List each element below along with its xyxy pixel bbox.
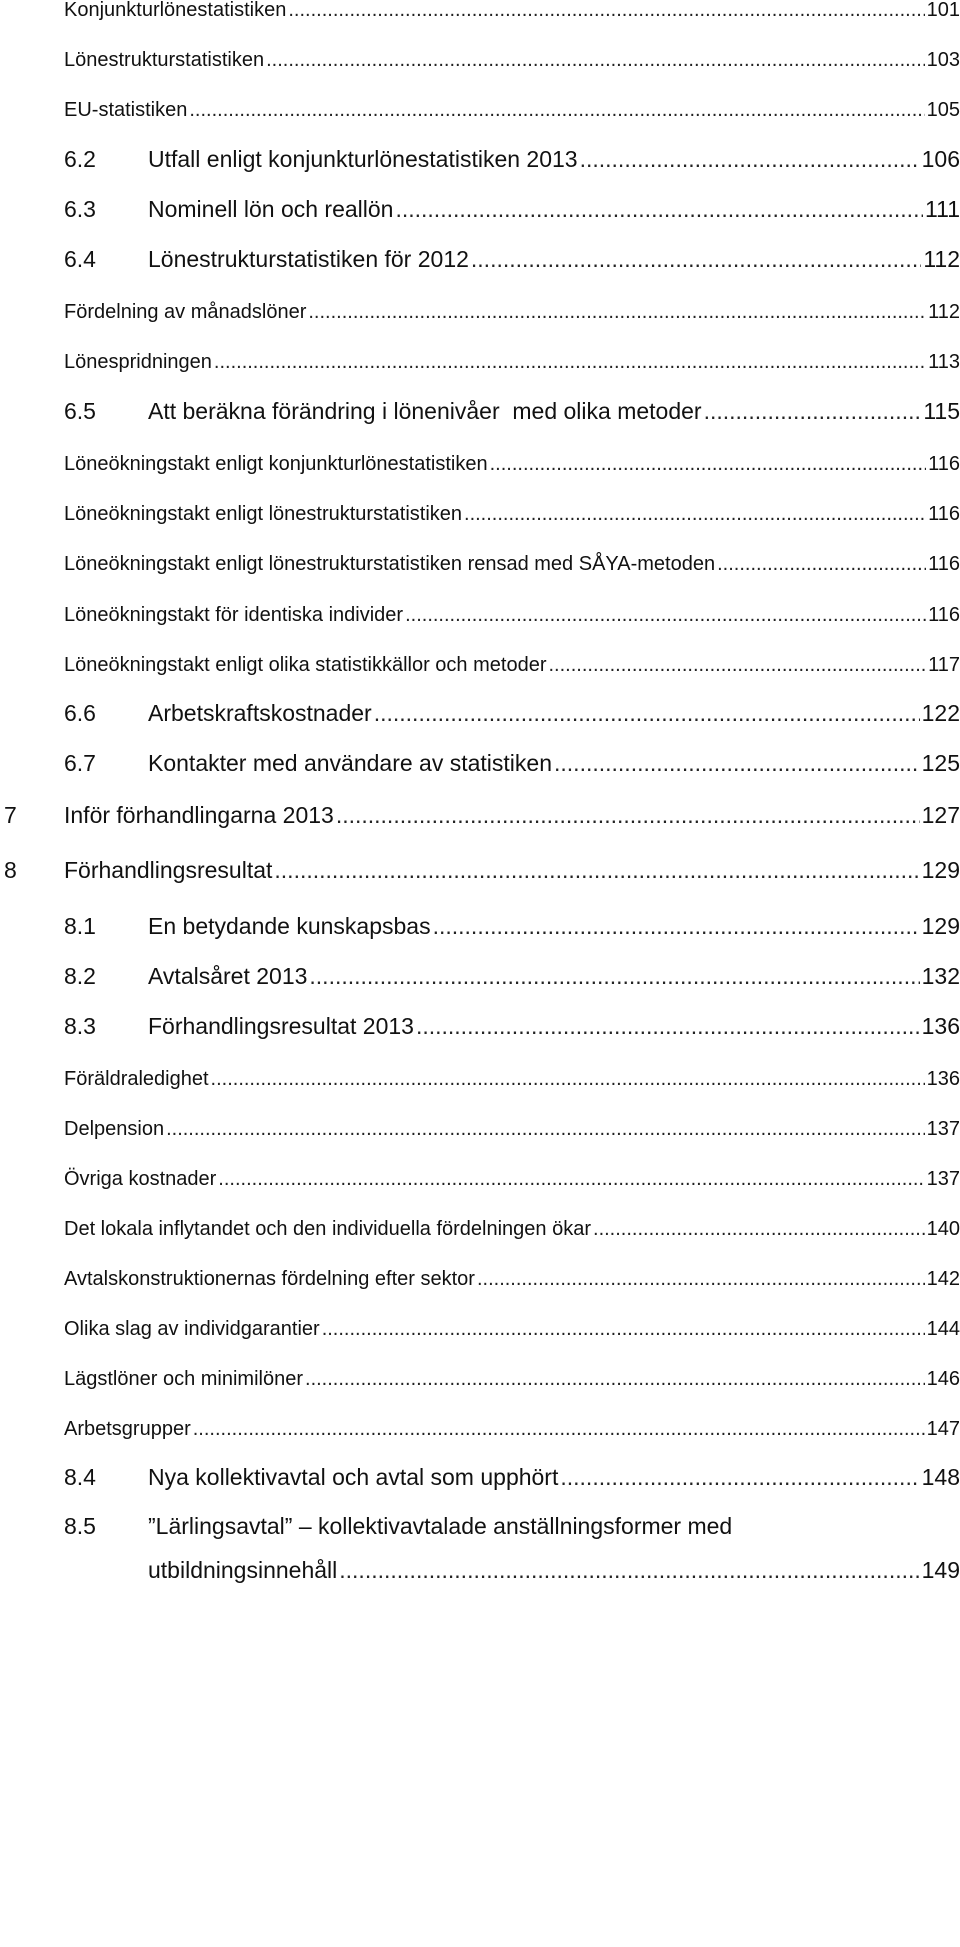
toc-page-number: 113 [928, 351, 960, 373]
dot-leader [548, 654, 926, 677]
toc-page-number: 147 [926, 1418, 960, 1440]
dot-leader [189, 99, 924, 122]
dot-leader [309, 963, 919, 990]
toc-entry-multiline[interactable] [64, 1510, 960, 1584]
toc-title: Avtalskonstruktionernas fördelning efter sektor [64, 1268, 475, 1290]
toc-entry[interactable] [64, 0, 960, 22]
toc-page-number: 106 [921, 146, 960, 172]
toc-page-number: 136 [921, 1013, 960, 1039]
toc-number: 8.3 [64, 1013, 96, 1039]
toc-page-number: 116 [928, 604, 960, 626]
toc-page-number: 144 [926, 1318, 960, 1340]
toc-page-number: 116 [928, 453, 960, 475]
toc-page-number: 146 [926, 1368, 960, 1390]
toc-entry[interactable] [64, 1213, 960, 1241]
dot-leader [717, 553, 926, 576]
toc-page-number: 137 [926, 1118, 960, 1140]
toc-entry[interactable] [64, 143, 960, 173]
toc-title: Konjunkturlönestatistiken [64, 0, 287, 21]
toc-number: 6.5 [64, 398, 96, 424]
dot-leader [704, 398, 922, 425]
toc-title: Kontakter med användare av statistiken [148, 750, 553, 776]
toc-title: Löneökningstakt enligt lönestrukturstatistiken rensad med SÅYA-metoden [64, 553, 716, 575]
dot-leader [471, 246, 921, 273]
dot-leader [580, 146, 920, 173]
toc-title: Nya kollektivavtal och avtal som upphört [148, 1464, 559, 1490]
dot-leader [211, 1068, 925, 1091]
toc-title: Lönestrukturstatistiken för 2012 [148, 246, 469, 272]
toc-page-number: 101 [926, 0, 960, 21]
toc-title: Delpension [64, 1118, 165, 1140]
toc-entry[interactable] [64, 1461, 960, 1491]
toc-number: 7 [4, 802, 17, 828]
toc-entry[interactable] [64, 1263, 960, 1291]
toc-title: Löneökningstakt för identiska individer [64, 604, 404, 626]
toc-title: Olika slag av individgarantier [64, 1318, 320, 1340]
toc-page-number: 117 [928, 654, 960, 676]
toc-entry[interactable] [64, 910, 960, 940]
toc-entry[interactable] [64, 44, 960, 72]
toc-title: Löneökningstakt enligt olika statistikkällor och metoder [64, 654, 547, 676]
toc-entry[interactable] [64, 498, 960, 526]
toc-title: ”Lärlingsavtal” – kollektivavtalade anställningsformer med [148, 1513, 733, 1539]
toc-title: Det lokala inflytandet och den individuella fördelningen ökar [64, 1218, 592, 1240]
dot-leader [593, 1218, 925, 1241]
toc-page-number: 125 [921, 750, 960, 776]
toc-number: 6.7 [64, 750, 96, 776]
toc-title: Förhandlingsresultat [64, 857, 273, 883]
toc-number: 6.6 [64, 700, 96, 726]
dot-leader [193, 1418, 925, 1441]
toc-page-number: 116 [928, 553, 960, 575]
toc-entry[interactable] [64, 1010, 960, 1040]
toc-entry[interactable] [64, 94, 960, 122]
dot-leader [274, 857, 919, 884]
toc-entry[interactable] [64, 1413, 960, 1441]
toc-title: Utfall enligt konjunkturlönestatistiken 2013 [148, 146, 578, 172]
dot-leader [477, 1268, 925, 1291]
dot-leader [374, 700, 920, 727]
toc-entry[interactable] [64, 1163, 960, 1191]
toc-entry[interactable] [4, 854, 960, 884]
toc-entry[interactable] [64, 960, 960, 990]
toc-number: 8.1 [64, 913, 96, 939]
toc-title: Att beräkna förändring i lönenivåer med olika metoder [148, 398, 702, 424]
dot-leader [218, 1168, 924, 1191]
toc-title: EU-statistiken [64, 99, 188, 121]
dot-leader [339, 1557, 919, 1584]
toc-title: Förhandlingsresultat 2013 [148, 1013, 414, 1039]
dot-leader [166, 1118, 925, 1141]
toc-entry[interactable] [64, 243, 960, 273]
dot-leader [490, 453, 927, 476]
toc-page-number: 103 [926, 49, 960, 71]
toc-entry[interactable] [64, 599, 960, 627]
toc-title: Övriga kostnader [64, 1168, 217, 1190]
toc-title: Lägstlöner och minimilöner [64, 1368, 304, 1390]
dot-leader [395, 196, 923, 223]
toc-page-number: 137 [926, 1168, 960, 1190]
toc-entry[interactable] [64, 1313, 960, 1341]
toc-number: 8.5 [64, 1513, 96, 1539]
toc-page-number: 129 [921, 913, 960, 939]
dot-leader [322, 1318, 925, 1341]
toc-entry[interactable] [64, 548, 960, 576]
toc-entry[interactable] [64, 649, 960, 677]
toc-title: Lönestrukturstatistiken [64, 49, 265, 71]
dot-leader [308, 301, 926, 324]
toc-page-number: 115 [923, 398, 960, 424]
dot-leader [405, 604, 926, 627]
toc-title-continued: utbildningsinnehåll [148, 1557, 338, 1583]
toc-entry[interactable] [64, 193, 960, 223]
toc-entry[interactable] [64, 1063, 960, 1091]
toc-page-number: 142 [926, 1268, 960, 1290]
toc-number: 8 [4, 857, 17, 883]
dot-leader [266, 49, 925, 72]
toc-page-number: 132 [921, 963, 960, 989]
toc-title: En betydande kunskapsbas [148, 913, 431, 939]
toc-number: 6.2 [64, 146, 96, 172]
toc-entry[interactable] [64, 448, 960, 476]
toc-title: Arbetskraftskostnader [148, 700, 372, 726]
toc-entry[interactable] [64, 1363, 960, 1391]
toc-title: Föräldraledighet [64, 1068, 209, 1090]
dot-leader [416, 1013, 920, 1040]
toc-page-number: 105 [926, 99, 960, 121]
toc-entry[interactable] [64, 747, 960, 777]
dot-leader [554, 750, 920, 777]
toc-page-number: 149 [921, 1557, 960, 1583]
toc-title: Lönespridningen [64, 351, 212, 373]
toc-number: 6.3 [64, 196, 96, 222]
dot-leader [288, 0, 924, 22]
toc-page-number: 148 [921, 1464, 960, 1490]
toc-title: Arbetsgrupper [64, 1418, 191, 1440]
toc-title: Avtalsåret 2013 [148, 963, 308, 989]
toc-title: Löneökningstakt enligt lönestrukturstatistiken [64, 503, 463, 525]
toc-page-number: 140 [926, 1218, 960, 1240]
toc-page-number: 116 [928, 503, 960, 525]
dot-leader [464, 503, 926, 526]
dot-leader [336, 802, 920, 829]
toc-entry[interactable] [64, 346, 960, 374]
toc-number: 6.4 [64, 246, 96, 272]
dot-leader [433, 913, 920, 940]
toc-entry[interactable] [64, 697, 960, 727]
toc-title: Löneökningstakt enligt konjunkturlönestatistiken [64, 453, 488, 475]
toc-entry[interactable] [64, 1113, 960, 1141]
toc-page-number: 129 [921, 857, 960, 883]
toc-page-number: 136 [926, 1068, 960, 1090]
toc-entry[interactable] [64, 395, 960, 425]
toc-page-number: 122 [921, 700, 960, 726]
toc-entry[interactable] [64, 296, 960, 324]
toc-title: Fördelning av månadslöner [64, 301, 307, 323]
toc-page-number: 111 [925, 196, 960, 222]
toc-page-number: 112 [923, 246, 960, 272]
toc-number: 8.2 [64, 963, 96, 989]
toc-entry[interactable] [4, 799, 960, 829]
dot-leader [305, 1368, 925, 1391]
toc-number: 8.4 [64, 1464, 96, 1490]
dot-leader [214, 351, 926, 374]
dot-leader [560, 1464, 919, 1491]
toc-page-number: 127 [921, 802, 960, 828]
toc-page-number: 112 [928, 301, 960, 323]
toc-title: Inför förhandlingarna 2013 [64, 802, 334, 828]
toc-title: Nominell lön och reallön [148, 196, 394, 222]
